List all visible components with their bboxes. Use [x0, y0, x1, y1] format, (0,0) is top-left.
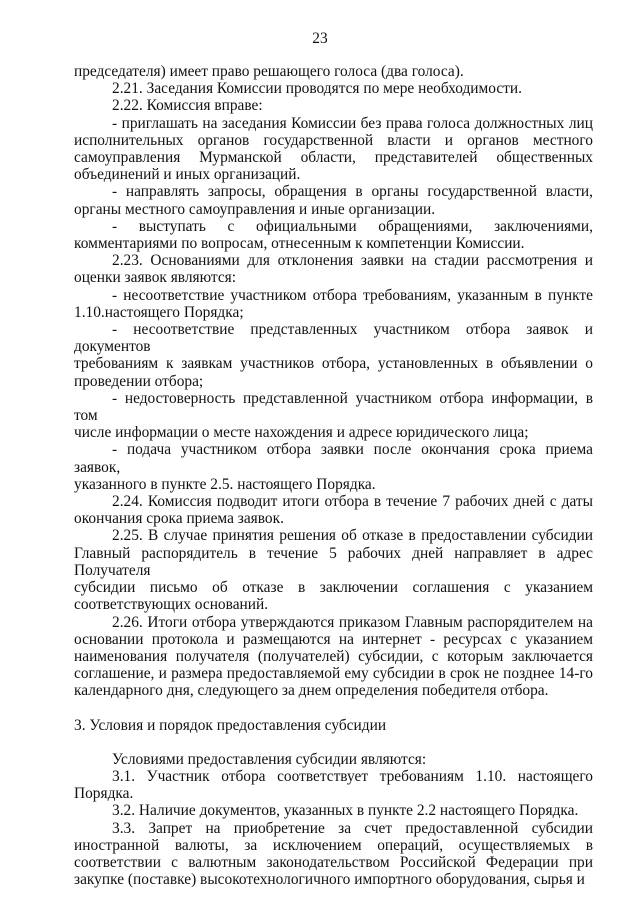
paragraph — [74, 493, 593, 527]
text-line: - несоответствие участником отбора требованиям, указанным в пункте — [112, 286, 593, 304]
text-line: окончания срока приема заявок. — [74, 510, 284, 528]
text-line: 2.26. Итоги отбора утверждаются приказом Главным распорядителем на — [112, 613, 593, 631]
text-line: - недостоверность представленной участником отбора информации, в том — [74, 389, 593, 425]
paragraph — [74, 768, 593, 802]
section-spacer — [74, 734, 593, 751]
text-line: 3.3. Запрет на приобретение за счет предоставленной субсидии — [112, 819, 593, 837]
text-line: 2.22. Комиссия вправе: — [112, 97, 263, 115]
paragraph — [74, 183, 593, 217]
text-line: объединений и иных организаций. — [74, 166, 301, 184]
text-line: - приглашать на заседания Комиссии без права голоса должностных лиц — [112, 114, 593, 132]
text-line: требованиям к заявкам участников отбора, установленных в объявлении о — [74, 355, 593, 373]
paragraph — [74, 751, 593, 768]
paragraph — [74, 115, 593, 184]
text-line: соглашение, и размера предоставляемой ему субсидии в срок не позднее 14-го — [74, 665, 593, 683]
text-line: иностранной валюты, за исключением операций, осуществляемых в — [74, 836, 593, 854]
text-line: календарного дня, следующего за днем определения победителя отбора. — [74, 682, 549, 700]
paragraph — [74, 287, 593, 321]
section-heading — [74, 717, 593, 734]
text-line: 2.21. Заседания Комиссии проводятся по мере необходимости. — [112, 80, 522, 98]
text-line: органы местного самоуправления и иные организации. — [74, 200, 436, 218]
text-line: - выступать с официальными обращениями, заключениями, — [112, 217, 593, 235]
text-line: 3. Условия и порядок предоставления субсидии — [74, 716, 387, 734]
document-body — [74, 63, 593, 888]
text-line: проведении отбора; — [74, 372, 204, 390]
text-line: 2.23. Основаниями для отклонения заявки на стадии рассмотрения и — [112, 252, 593, 270]
text-line: соответствии с валютным законодательством Российской Федерации при — [74, 853, 593, 871]
paragraph — [74, 252, 593, 286]
paragraph — [74, 390, 593, 442]
text-line: 1.10.настоящего Порядка; — [74, 303, 244, 321]
text-line: исполнительных органов государственной власти и органов местного — [74, 131, 593, 149]
text-line: 3.1. Участник отбора соответствует требованиям 1.10. настоящего — [112, 767, 593, 785]
text-line: - несоответствие представленных участником отбора заявок и документов — [74, 321, 593, 356]
paragraph — [74, 321, 593, 390]
paragraph — [74, 63, 593, 80]
text-line: закупке (поставке) высокотехнологичного импортного оборудования, сырья и — [74, 871, 585, 889]
paragraph — [74, 802, 593, 819]
page-number: 23 — [312, 30, 328, 47]
paragraph — [74, 80, 593, 97]
paragraph — [74, 820, 593, 889]
text-line: председателя) имеет право решающего голоса (два голоса). — [74, 63, 464, 80]
text-line: - подача участником отбора заявки после окончания срока приема заявок, — [74, 441, 593, 476]
text-line: Условиями предоставления субсидии являются: — [112, 750, 427, 768]
text-line: основании протокола и размещаются на интернет - ресурсах с указанием — [74, 630, 593, 648]
text-line: Порядка. — [74, 785, 134, 803]
text-line: 2.25. В случае принятия решения об отказе в предоставлении субсидии — [112, 527, 593, 545]
paragraph — [74, 97, 593, 114]
text-line: наименования получателя (получателей) субсидии, с которым заключается — [74, 647, 593, 665]
paragraph — [74, 441, 593, 493]
paragraph — [74, 614, 593, 700]
text-line: самоуправления Мурманской области, представителей общественных — [74, 149, 593, 167]
text-line: числе информации о месте нахождения и адресе юридического лица; — [74, 424, 529, 442]
text-line: 3.2. Наличие документов, указанных в пункте 2.2 настоящего Порядка. — [112, 802, 579, 820]
section-spacer — [74, 700, 593, 717]
text-line: соответствующих оснований. — [74, 596, 269, 614]
text-line: субсидии письмо об отказе в заключении соглашения с указанием — [74, 579, 593, 597]
text-line: 2.24. Комиссия подводит итоги отбора в течение 7 рабочих дней с даты — [112, 493, 593, 511]
text-line: комментариями по вопросам, отнесенным к компетенции Комиссии. — [74, 235, 525, 253]
text-line: Главный распорядитель в течение 5 рабочих дней направляет в адрес Получателя — [74, 544, 593, 579]
text-line: - направлять запросы, обращения в органы государственной власти, — [112, 183, 593, 201]
paragraph — [74, 527, 593, 613]
text-line: оценки заявок являются: — [74, 269, 237, 287]
paragraph — [74, 218, 593, 252]
text-line: указанного в пункте 2.5. настоящего Порядка. — [74, 475, 376, 493]
